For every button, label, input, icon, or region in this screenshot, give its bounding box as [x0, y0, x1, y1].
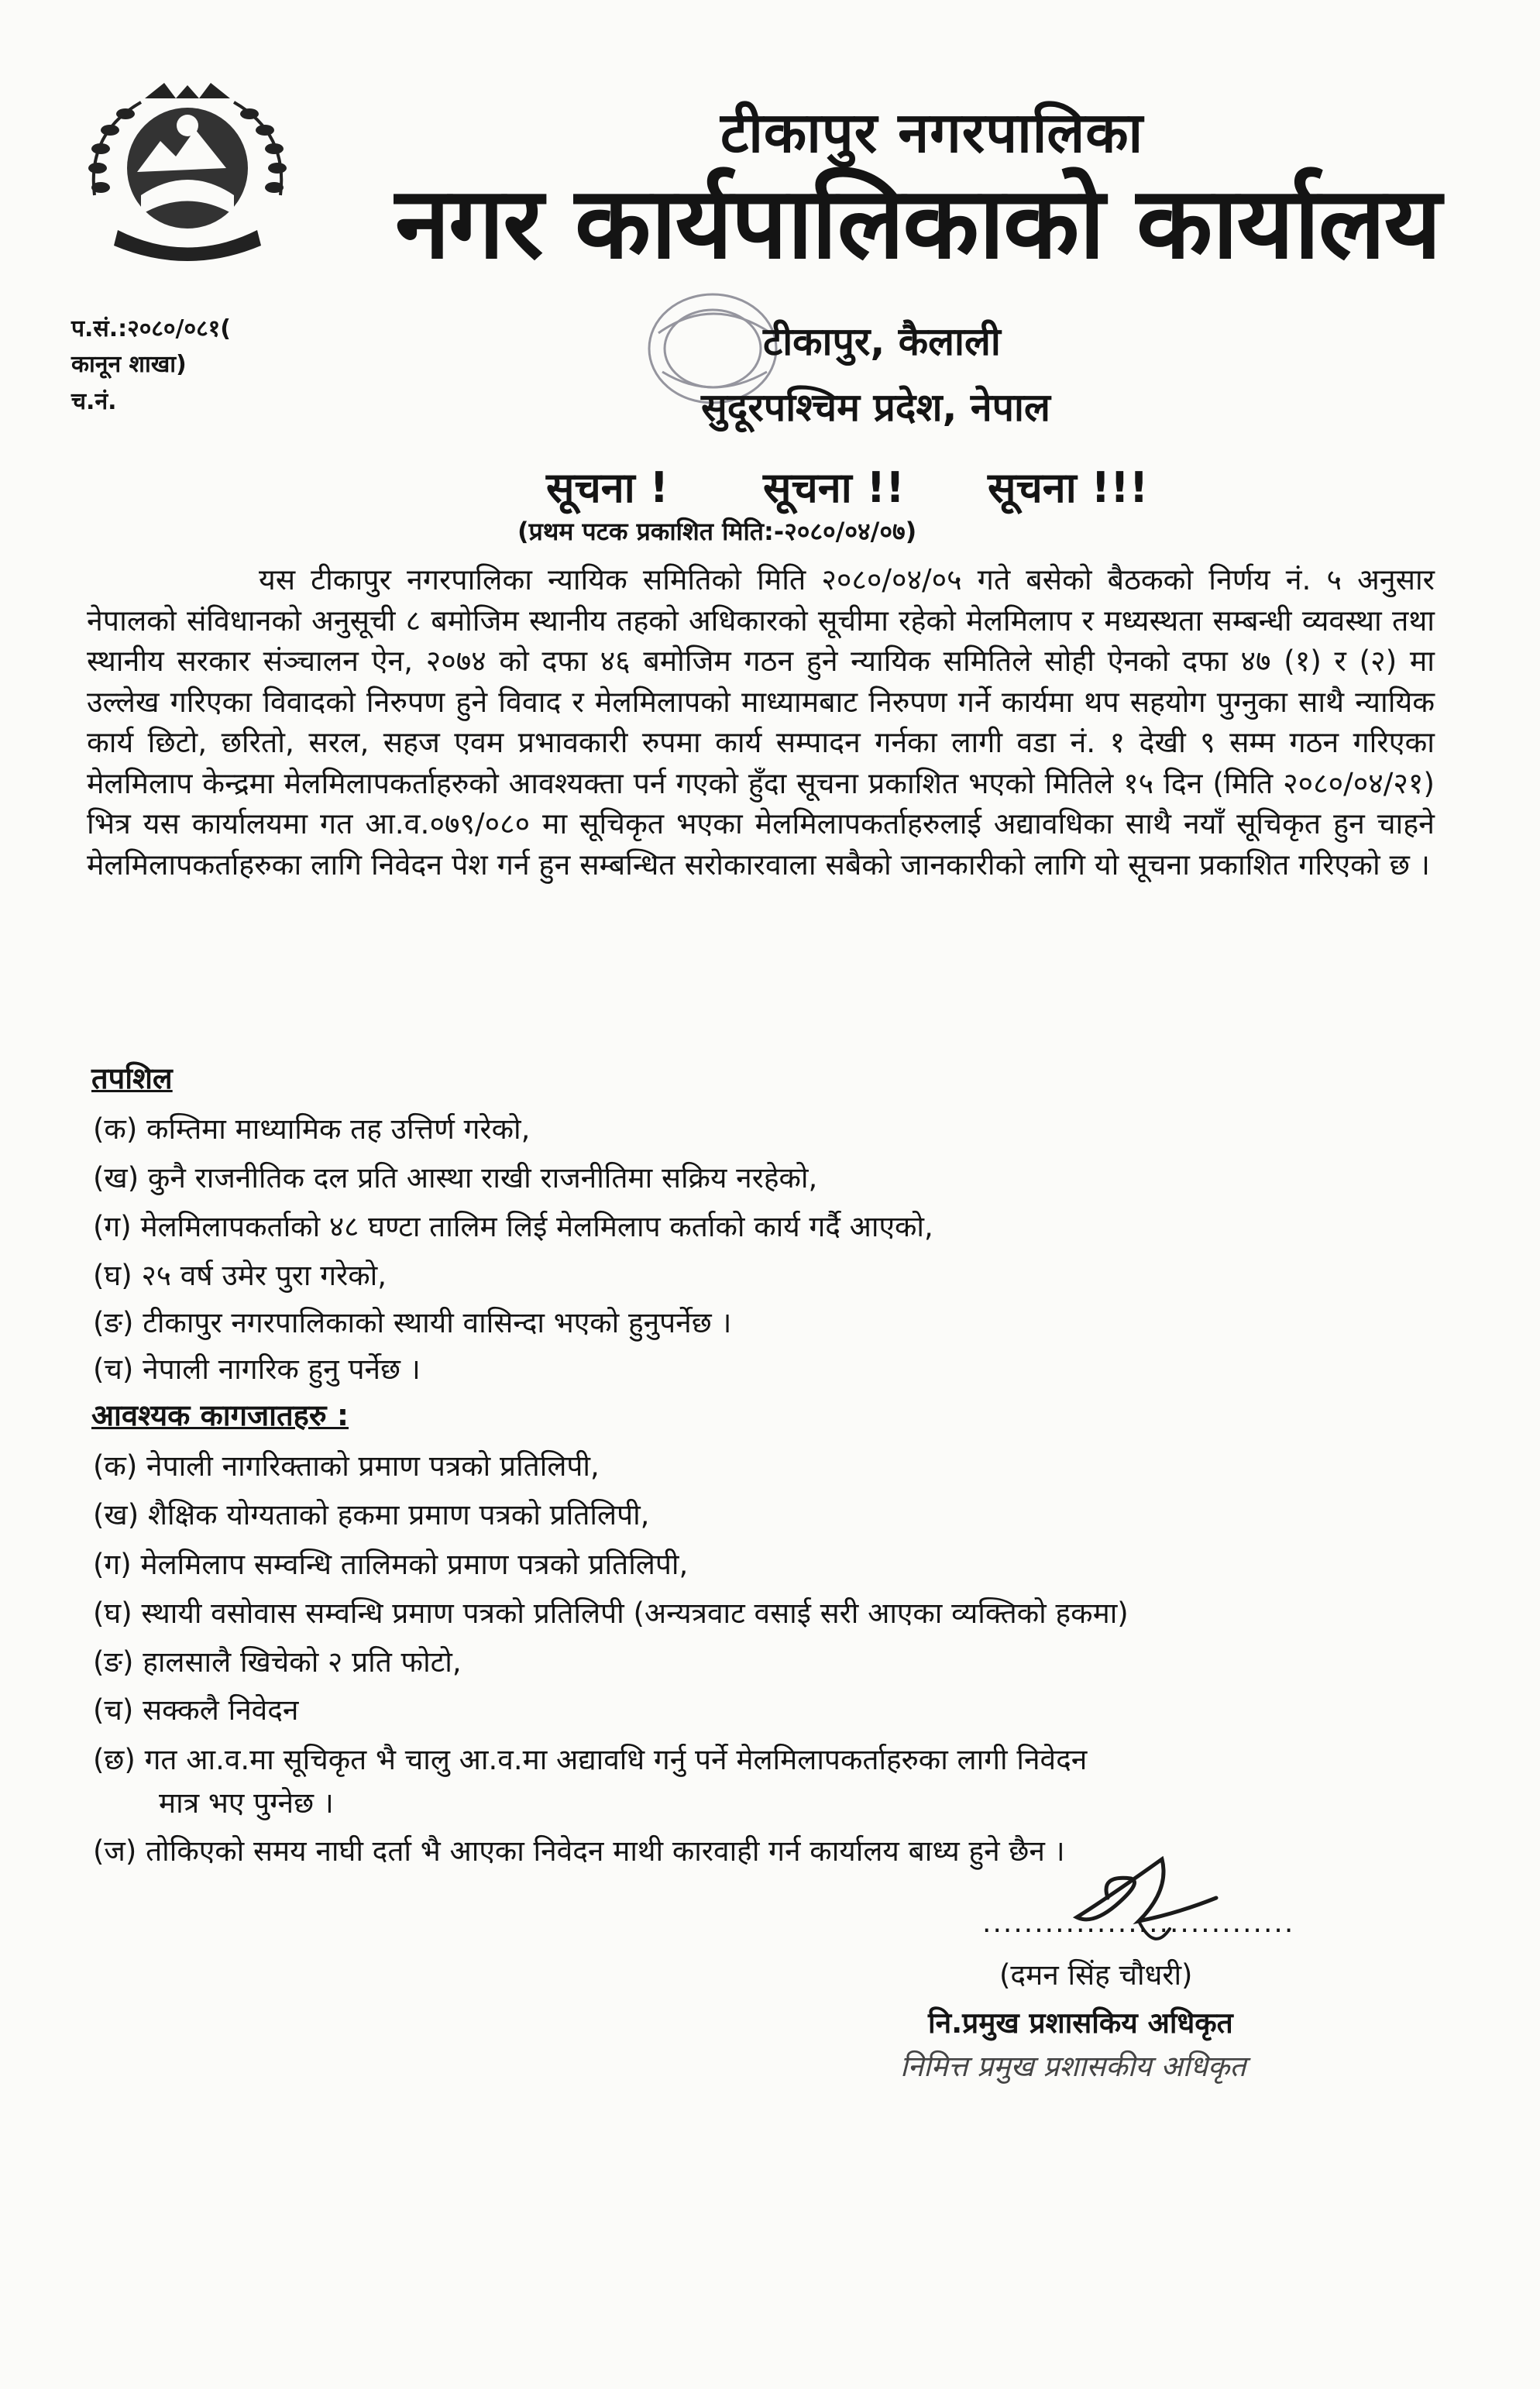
- signatory-stamp: निमित्त प्रमुख प्रशासकीय अधिकृत: [900, 2050, 1246, 2083]
- documents-item: (ङ) हालसालै खिचेको २ प्रति फोटो,: [93, 1645, 462, 1679]
- dispatch-number: च.नं.: [71, 388, 117, 415]
- details-item: (च) नेपाली नागरिक हुनु पर्नेछ ।: [93, 1353, 421, 1386]
- office-location: टीकापुर, कैलाली: [763, 319, 1001, 364]
- details-item: (घ) २५ वर्ष उमेर पुरा गरेको,: [93, 1259, 387, 1292]
- notice-heading-2: सूचना !!: [763, 463, 905, 512]
- documents-item: (ख) शैक्षिक योग्यताको हकमा प्रमाण पत्रको प्रतिलिपी,: [93, 1498, 650, 1531]
- details-heading: तपशिल: [91, 1061, 173, 1095]
- documents-heading: आवश्यक कागजातहरु :: [91, 1398, 349, 1432]
- reference-number: प.सं.:२०८०/०८१(: [71, 315, 231, 342]
- publication-date: (प्रथम पटक प्रकाशित मिति:-२०८०/०४/०७): [517, 517, 917, 546]
- documents-item: (ज) तोकिएको समय नाघी दर्ता भै आएका निवेदन माथी कारवाही गर्न कार्यालय बाध्य हुने छैन ।: [93, 1834, 1065, 1868]
- documents-item: (क) नेपाली नागरिक्ताको प्रमाण पत्रको प्रतिलिपी,: [93, 1449, 600, 1483]
- documents-item: (ग) मेलमिलाप सम्वन्धि तालिमको प्रमाण पत्रको प्रतिलिपी,: [93, 1548, 689, 1581]
- signatory-name: (दमन सिंह चौधरी): [999, 1958, 1193, 1992]
- signature-line: ..............................: [982, 1907, 1295, 1939]
- details-item: (ग) मेलमिलापकर्ताको ४८ घण्टा तालिम लिई मेलमिलाप कर्ताको कार्य गर्दै आएको,: [93, 1210, 933, 1243]
- details-item: (ख) कुनै राजनीतिक दल प्रति आस्था राखी राजनीतिमा सक्रिय नरहेको,: [93, 1161, 818, 1194]
- signatory-title: नि.प्रमुख प्रशासकिय अधिकृत: [928, 2006, 1233, 2040]
- notice-heading-3: सूचना !!!: [988, 463, 1149, 512]
- details-item: (ङ) टीकापुर नगरपालिकाको स्थायी वासिन्दा भएको हुनुपर्नेछ ।: [93, 1306, 732, 1339]
- branch-name: कानून शाखा): [71, 351, 187, 378]
- documents-item-continuation: मात्र भए पुग्नेछ ।: [159, 1786, 334, 1820]
- municipality-name: टीकापुर नगरपालिका: [720, 100, 1144, 165]
- documents-item: (च) सक्कलै निवेदन: [93, 1693, 299, 1727]
- notice-body: यस टीकापुर नगरपालिका न्यायिक समितिको मिति २०८०/०४/०५ गते बसेको बैठकको निर्णय नं. ५ अनुसार नेपालको संविधानको अनुसूची ८ बमोजिम स्थानीय तहको अधिकारको सूचीमा रहेको मेलमिलाप र मध्यस्थता सम्बन्धी व्यवस्था तथा स्थानीय सरकार संञ्चालन ऐन, २०७४ को दफा ४६ बमोजिम गठन हुने न्यायिक समितिले सोही ऐनको दफा ४७ (१) र (२) मा उल्लेख गरिएका विवादको निरुपण हुने विवाद र मेलमिलापको माध्यामबाट निरुपण गर्ने कार्यमा थप सहयोग पुग्नुका साथै न्यायिक कार्य छिटो, छरितो, सरल, सहज एवम प्रभावकारी रुपमा कार्य सम्पादन गर्नका लागी वडा नं. १ देखी ९ सम्म गठन गरिएका मेलमिलाप केन्द्रमा मेलमिलापकर्ताहरुको आवश्यक्ता पर्न गएको हुँदा सूचना प्रकाशित भएको मितिले १५ दिन (मिति २०८०/०४/२१) भित्र यस कार्यालयमा गत आ.व.०७९/०८० मा सूचिकृत भएका मेलमिलापकर्ताहरुलाई अद्यावधिका साथै नयाँ सूचिकृत हुन चाहने मेलमिलापकर्ताहरुका लागि निवेदन पेश गर्न हुन सम्बन्धित सरोकारवाला सबैको जानकारीको लागि यो सूचना प्रकाशित गरिएको छ ।: [87, 562, 1435, 882]
- office-province: सुदूरपश्चिम प्रदेश, नेपाल: [701, 385, 1050, 430]
- documents-item: (छ) गत आ.व.मा सूचिकृत भै चालु आ.व.मा अद्यावधि गर्नु पर्ने मेलमिलापकर्ताहरुका लागी निवेदन: [93, 1743, 1088, 1776]
- documents-item: (घ) स्थायी वसोवास सम्वन्धि प्रमाण पत्रको प्रतिलिपी (अन्यत्रवाट वसाई सरी आएका व्यक्तिको हकमा): [93, 1597, 1129, 1630]
- notice-heading-1: सूचना !: [546, 463, 669, 512]
- office-title: नगर कार्यपालिकाको कार्यालय: [395, 166, 1440, 281]
- nepal-emblem-icon: [71, 79, 304, 273]
- details-item: (क) कम्तिमा माध्यामिक तह उत्तिर्ण गरेको,: [93, 1112, 531, 1146]
